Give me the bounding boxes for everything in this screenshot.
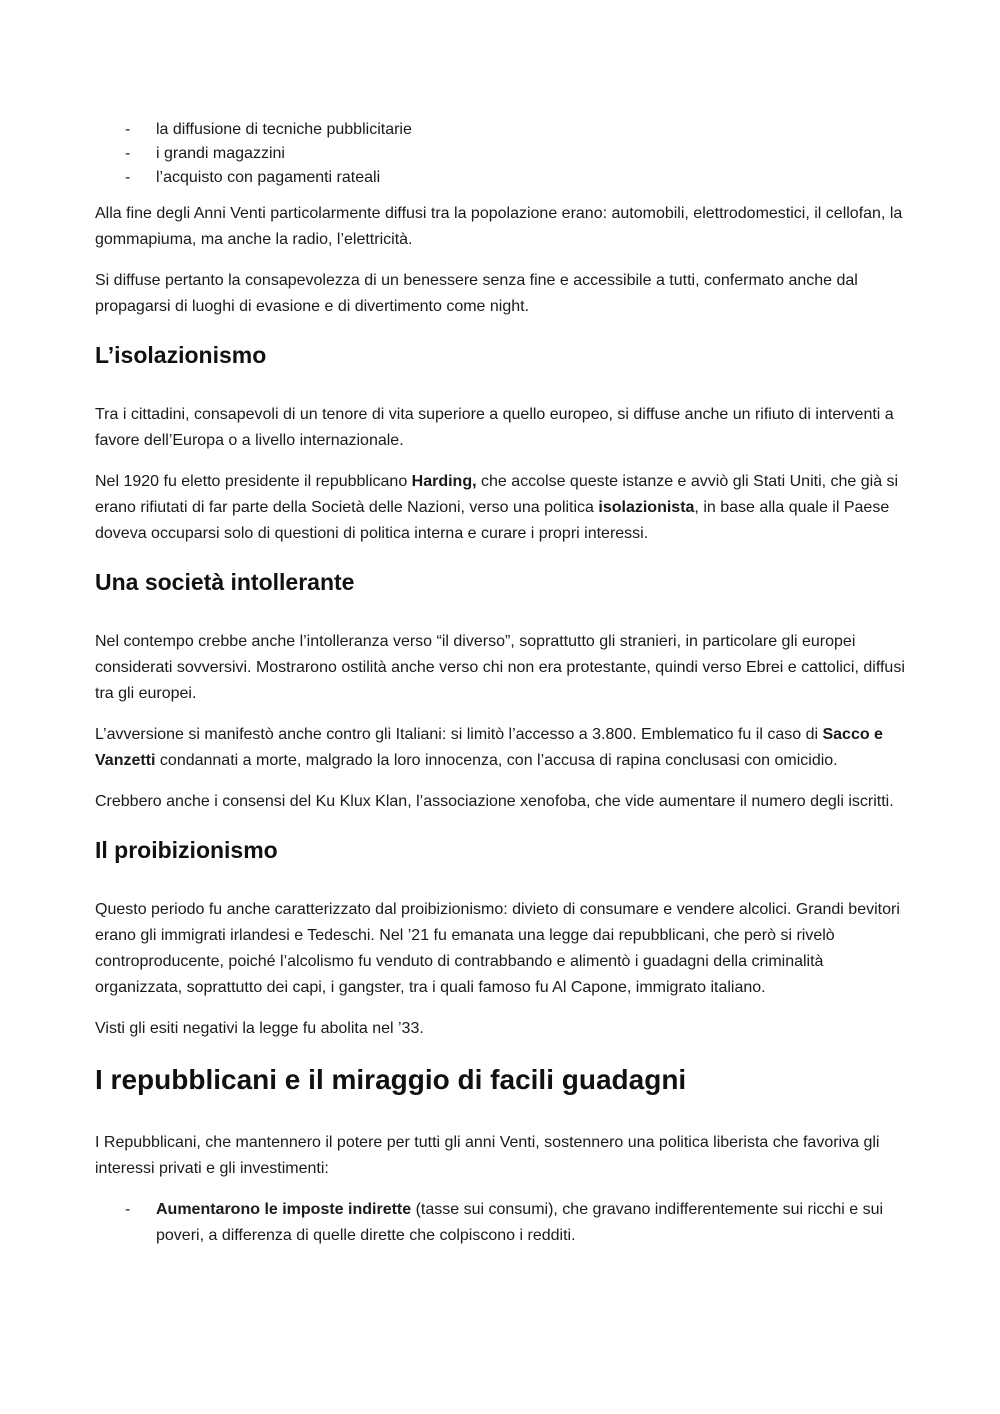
section-heading: Una società intollerante (95, 569, 355, 595)
paragraph: L’avversione si manifestò anche contro gli Italiani: si limitò l’accesso a 3.800. Emblematico fu il caso di Sacco e Vanzetti condannati a morte, malgrado la loro innocenza, con l’accusa di rapina conclusasi con omicidio. (95, 726, 883, 769)
paragraph: Nel contempo crebbe anche l’intolleranza verso “il diverso”, soprattutto gli stranieri, in particolare gli europei considerati sovversivi. Mostrarono ostilità anche verso chi non era protestante, quindi verso Ebrei e cattolici, diffusi tra gli europei. (95, 633, 905, 702)
list-item: - Aumentarono le imposte indirette (tasse sui consumi), che gravano indifferentemente sui ricchi e sui poveri, a differenza di quelle dirette che colpiscono i redditi. (95, 1197, 905, 1249)
bold-term: Sacco e Vanzetti (95, 726, 883, 769)
policy-list (95, 1197, 905, 1249)
list-dash: - (125, 121, 131, 138)
section-heading: Il proibizionismo (95, 837, 278, 863)
chapter-heading: I repubblicani e il miraggio di facili guadagni (95, 1064, 687, 1095)
bold-term: Harding, (411, 473, 477, 490)
page-content (95, 118, 905, 1249)
paragraph: Crebbero anche i consensi del Ku Klux Klan, l’associazione xenofoba, che vide aumentare il numero degli iscritti. (95, 793, 894, 810)
paragraph: Visti gli esiti negativi la legge fu abolita nel ’33. (95, 1020, 424, 1037)
paragraph: Si diffuse pertanto la consapevolezza di un benessere senza fine e accessibile a tutti, confermato anche dal propagarsi di luoghi di evasione e di divertimento come night. (95, 272, 858, 315)
paragraph: I Repubblicani, che mantennero il potere per tutti gli anni Venti, sostennero una politica liberista che favoriva gli interessi privati e gli investimenti: (95, 1134, 880, 1177)
bold-term: Aumentarono le imposte indirette (156, 1201, 412, 1218)
list-item: - l’acquisto con pagamenti rateali (95, 166, 905, 190)
list-dash: - (125, 145, 131, 162)
paragraph: Tra i cittadini, consapevoli di un tenore di vita superiore a quello europeo, si diffuse anche un rifiuto di interventi a favore dell’Europa o a livello internazionale. (95, 406, 894, 449)
list-dash: - (125, 169, 131, 186)
bold-term: isolazionista (598, 499, 695, 516)
section-heading: L’isolazionismo (95, 342, 267, 368)
list-dash: - (125, 1201, 131, 1218)
list-item: - i grandi magazzini (95, 142, 905, 166)
paragraph: Alla fine degli Anni Venti particolarmente diffusi tra la popolazione erano: automobili, elettrodomestici, il cellofan, la gommapiuma, ma anche la radio, l’elettricità. (95, 205, 903, 248)
paragraph: Nel 1920 fu eletto presidente il repubblicano Harding, che accolse queste istanze e avviò gli Stati Uniti, che già si erano rifiutati di far parte della Società delle Nazioni, verso una politica isolazionista, in base alla quale il Paese doveva occuparsi solo di questioni di politica interna e curare i propri interessi. (95, 473, 899, 542)
paragraph: Questo periodo fu anche caratterizzato dal proibizionismo: divieto di consumare e vendere alcolici. Grandi bevitori erano gli immigrati irlandesi e Tedeschi. Nel ’21 fu emanata una legge dai repubblicani, che però si rivelò controproducente, poiché l’alcolismo fu venduto di contrabbando e alimentò i guadagni della criminalità organizzata, soprattutto dei capi, i gangster, tra i quali famoso fu Al Capone, immigrato italiano. (95, 901, 900, 996)
list-item: - la diffusione di tecniche pubblicitarie (95, 118, 905, 142)
intro-list (95, 118, 905, 190)
